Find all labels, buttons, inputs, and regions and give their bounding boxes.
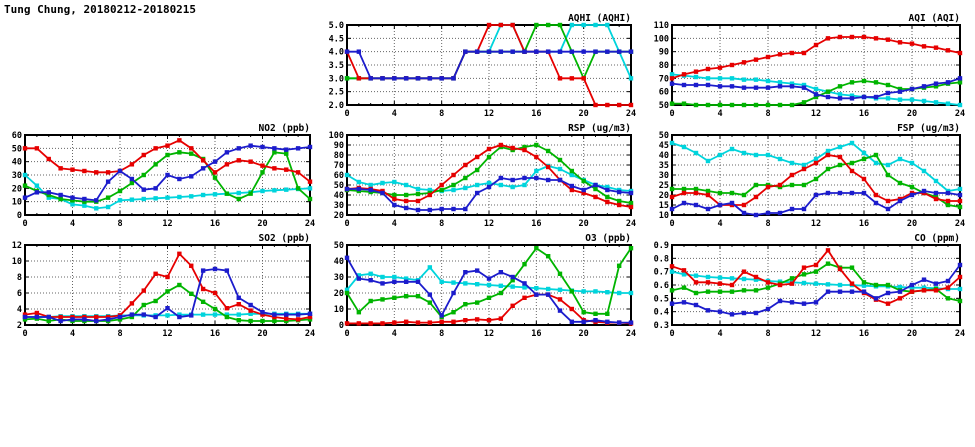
y-tick-label: 0.5	[653, 294, 669, 305]
y-tick-label: 20	[658, 191, 669, 201]
y-tick-label: 6	[16, 289, 22, 299]
chart-title-co: CO (ppm)	[914, 233, 960, 244]
y-tick-label: 25	[658, 181, 669, 191]
y-tick-label: 90	[333, 141, 344, 151]
chart-aqhi	[329, 13, 636, 119]
chart-title-aqi: AQI (AQI)	[908, 13, 960, 24]
y-tick-label: 4.0	[328, 47, 344, 58]
y-tick-label: 40	[11, 157, 22, 168]
x-tick-label: 0	[669, 219, 675, 229]
y-tick-label: 100	[653, 34, 669, 45]
x-tick-label: 16	[209, 329, 221, 339]
x-tick-label: 24	[625, 109, 637, 119]
x-tick-label: 12	[810, 219, 822, 229]
y-tick-label: 50	[333, 181, 344, 191]
page-title: Tung Chung, 20180212-20180215	[4, 3, 197, 16]
y-tick-label: 60	[11, 131, 22, 141]
x-tick-label: 24	[954, 219, 966, 229]
x-tick-label: 20	[578, 109, 589, 119]
y-tick-label: 40	[658, 151, 669, 161]
x-tick-label: 16	[531, 109, 542, 119]
y-tick-label: 3.0	[328, 74, 344, 85]
y-tick-label: 0	[338, 321, 344, 331]
y-tick-label: 4.5	[328, 34, 344, 45]
y-tick-label: 80	[333, 151, 344, 161]
x-tick-label: 16	[858, 109, 870, 119]
x-tick-label: 8	[117, 219, 123, 229]
x-tick-label: 4	[717, 109, 723, 119]
x-tick-label: 8	[765, 329, 771, 339]
y-tick-label: 20	[11, 184, 22, 195]
chart-title-so2: SO2 (ppb)	[258, 233, 310, 244]
chart-aqi	[654, 13, 965, 119]
x-tick-label: 20	[257, 219, 268, 229]
y-tick-label: 0.7	[653, 267, 669, 278]
y-tick-label: 0	[16, 211, 22, 221]
chart-no2	[12, 123, 315, 229]
x-tick-label: 16	[531, 329, 542, 339]
chart-co	[654, 233, 965, 339]
x-tick-label: 24	[304, 219, 316, 229]
y-tick-label: 60	[333, 171, 344, 181]
x-tick-label: 4	[391, 109, 397, 119]
y-tick-label: 110	[653, 21, 669, 31]
chart-title-o3: O3 (ppb)	[585, 233, 631, 244]
x-tick-label: 4	[69, 329, 76, 339]
x-tick-label: 0	[669, 109, 675, 119]
x-tick-label: 4	[69, 219, 76, 229]
x-tick-label: 0	[344, 109, 350, 119]
y-tick-label: 30	[333, 273, 344, 283]
x-tick-label: 8	[765, 219, 771, 229]
x-tick-label: 8	[439, 329, 445, 339]
x-tick-label: 12	[483, 329, 495, 339]
x-tick-label: 20	[578, 329, 589, 339]
y-tick-label: 0.3	[653, 321, 669, 331]
x-tick-label: 20	[257, 329, 268, 339]
x-tick-label: 16	[858, 219, 870, 229]
x-tick-label: 20	[578, 219, 589, 229]
x-tick-label: 4	[717, 219, 723, 229]
y-tick-label: 80	[658, 61, 669, 71]
y-tick-label: 60	[658, 87, 669, 98]
y-tick-label: 20	[333, 211, 344, 221]
x-tick-label: 0	[669, 329, 675, 339]
x-tick-label: 12	[162, 329, 173, 339]
y-tick-label: 15	[658, 201, 669, 211]
x-tick-label: 12	[162, 219, 173, 229]
y-tick-label: 3.5	[328, 61, 344, 71]
x-tick-label: 24	[625, 329, 637, 339]
y-tick-label: 40	[333, 257, 344, 267]
y-tick-label: 50	[333, 241, 344, 251]
x-tick-label: 20	[906, 219, 918, 229]
y-tick-label: 10	[333, 305, 344, 315]
x-tick-label: 12	[810, 109, 822, 119]
x-tick-label: 8	[765, 109, 771, 119]
x-tick-label: 16	[858, 329, 870, 339]
y-tick-label: 50	[658, 101, 669, 111]
y-tick-label: 2.5	[328, 87, 344, 98]
y-tick-label: 50	[658, 131, 669, 141]
x-tick-label: 24	[954, 329, 966, 339]
chart-title-rsp: RSP (ug/m3)	[568, 123, 631, 134]
x-tick-label: 24	[954, 109, 966, 119]
y-tick-label: 5.0	[328, 21, 344, 31]
chart-title-aqhi: AQHI (AQHI)	[568, 13, 631, 24]
y-tick-label: 30	[658, 171, 669, 181]
chart-o3	[334, 233, 636, 339]
x-tick-label: 20	[906, 329, 918, 339]
x-tick-label: 24	[625, 219, 637, 229]
y-tick-label: 30	[11, 171, 22, 181]
y-tick-label: 70	[658, 74, 669, 85]
y-tick-label: 45	[658, 141, 669, 151]
no2-series-blue	[23, 143, 312, 202]
y-tick-label: 20	[333, 289, 344, 299]
x-tick-label: 12	[810, 329, 822, 339]
x-tick-label: 0	[344, 329, 350, 339]
y-tick-label: 30	[333, 201, 344, 211]
chart-fsp	[659, 123, 965, 229]
y-tick-label: 35	[658, 161, 669, 171]
x-tick-label: 0	[22, 329, 28, 339]
x-tick-label: 0	[344, 219, 350, 229]
x-tick-label: 4	[391, 219, 397, 229]
x-tick-label: 16	[531, 219, 542, 229]
y-tick-label: 0.4	[653, 307, 669, 318]
y-tick-label: 50	[11, 144, 22, 155]
y-tick-label: 40	[333, 191, 344, 201]
chart-rsp	[329, 123, 636, 229]
x-tick-label: 16	[209, 219, 221, 229]
y-tick-label: 10	[11, 257, 22, 267]
y-tick-label: 90	[658, 47, 669, 58]
y-tick-label: 0.8	[653, 254, 669, 265]
y-tick-label: 10	[658, 211, 669, 221]
x-tick-label: 20	[906, 109, 918, 119]
y-tick-label: 70	[333, 161, 344, 171]
y-tick-label: 0.6	[653, 281, 669, 291]
chart-so2	[12, 233, 315, 339]
y-tick-label: 10	[11, 197, 22, 208]
x-tick-label: 8	[439, 109, 445, 119]
y-tick-label: 0.9	[653, 241, 669, 251]
x-tick-label: 4	[391, 329, 397, 339]
x-tick-label: 8	[439, 219, 445, 229]
x-tick-label: 12	[483, 109, 495, 119]
y-tick-label: 100	[328, 131, 344, 141]
x-tick-label: 0	[22, 219, 28, 229]
y-tick-label: 12	[11, 241, 22, 251]
chart-title-no2: NO2 (ppb)	[258, 123, 310, 134]
x-tick-label: 12	[483, 219, 495, 229]
x-tick-label: 8	[117, 329, 123, 339]
y-tick-label: 2.0	[328, 101, 344, 111]
x-tick-label: 4	[717, 329, 723, 339]
chart-title-fsp: FSP (ug/m3)	[897, 123, 960, 134]
y-tick-label: 4	[16, 305, 22, 315]
y-tick-label: 8	[16, 273, 22, 283]
x-tick-label: 24	[304, 329, 316, 339]
y-tick-label: 2	[16, 321, 22, 331]
